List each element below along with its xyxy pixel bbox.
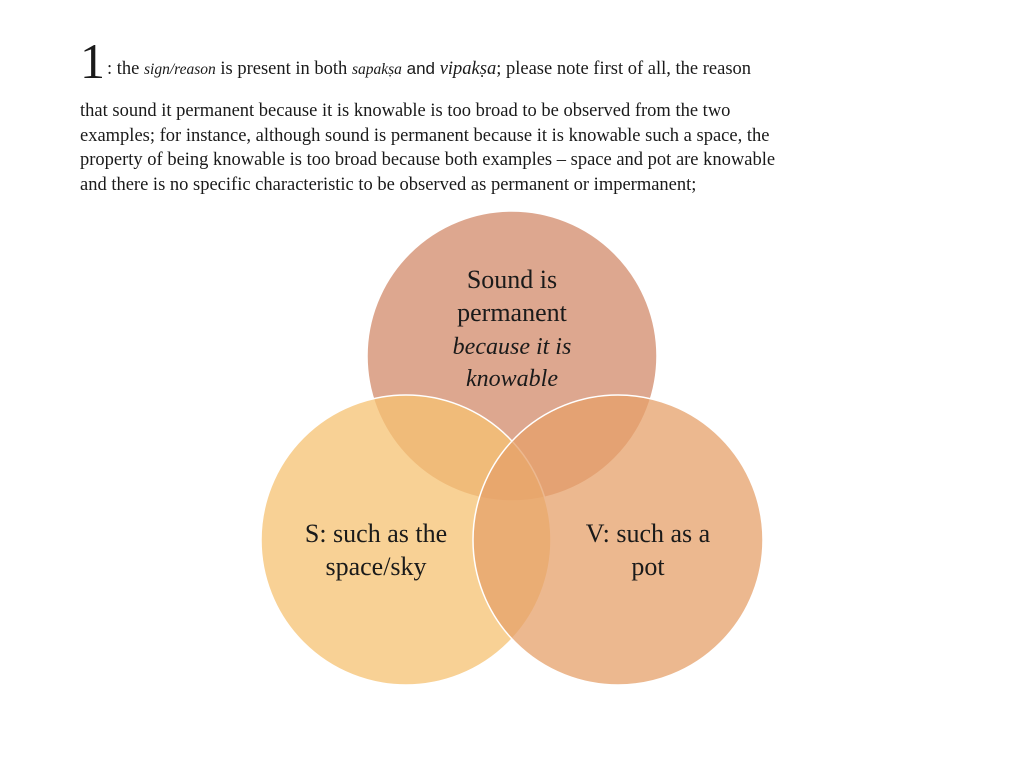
left-label-line1: S: such as the [304, 519, 448, 548]
heading-text-2: is present in both [215, 59, 352, 79]
paragraph-line: examples; for instance, although sound is permanent because it is knowable such a space, the [80, 125, 770, 146]
top-label-line4: knowable [466, 366, 558, 392]
top-label-line1: Sound is [466, 265, 558, 294]
sign-reason-term: sign/reason [144, 61, 216, 78]
section-number: 1 [80, 33, 105, 89]
paragraph-line: property of being knowable is too broad because both examples – space and pot are knowable [80, 150, 776, 170]
top-label-line3: because it is [452, 334, 572, 360]
sapaksa-term: sapakṣa [351, 61, 402, 78]
heading-text-1: : the [107, 59, 144, 79]
paragraph-line: that sound it permanent because it is knowable is too broad to be observed from the two [80, 101, 731, 121]
and-word: and [401, 59, 440, 78]
heading-text-3: ; please note first of all, the reason [496, 59, 752, 79]
right-label-line1: V: such as a [585, 519, 711, 548]
left-label-line2: space/sky [325, 552, 427, 581]
vipaksa-term: vipakṣa [439, 59, 497, 79]
top-label-line2: permanent [457, 298, 567, 327]
right-label-line2: pot [631, 552, 665, 581]
paragraph-line: and there is no specific characteristic to be observed as permanent or impermanent; [80, 174, 697, 195]
